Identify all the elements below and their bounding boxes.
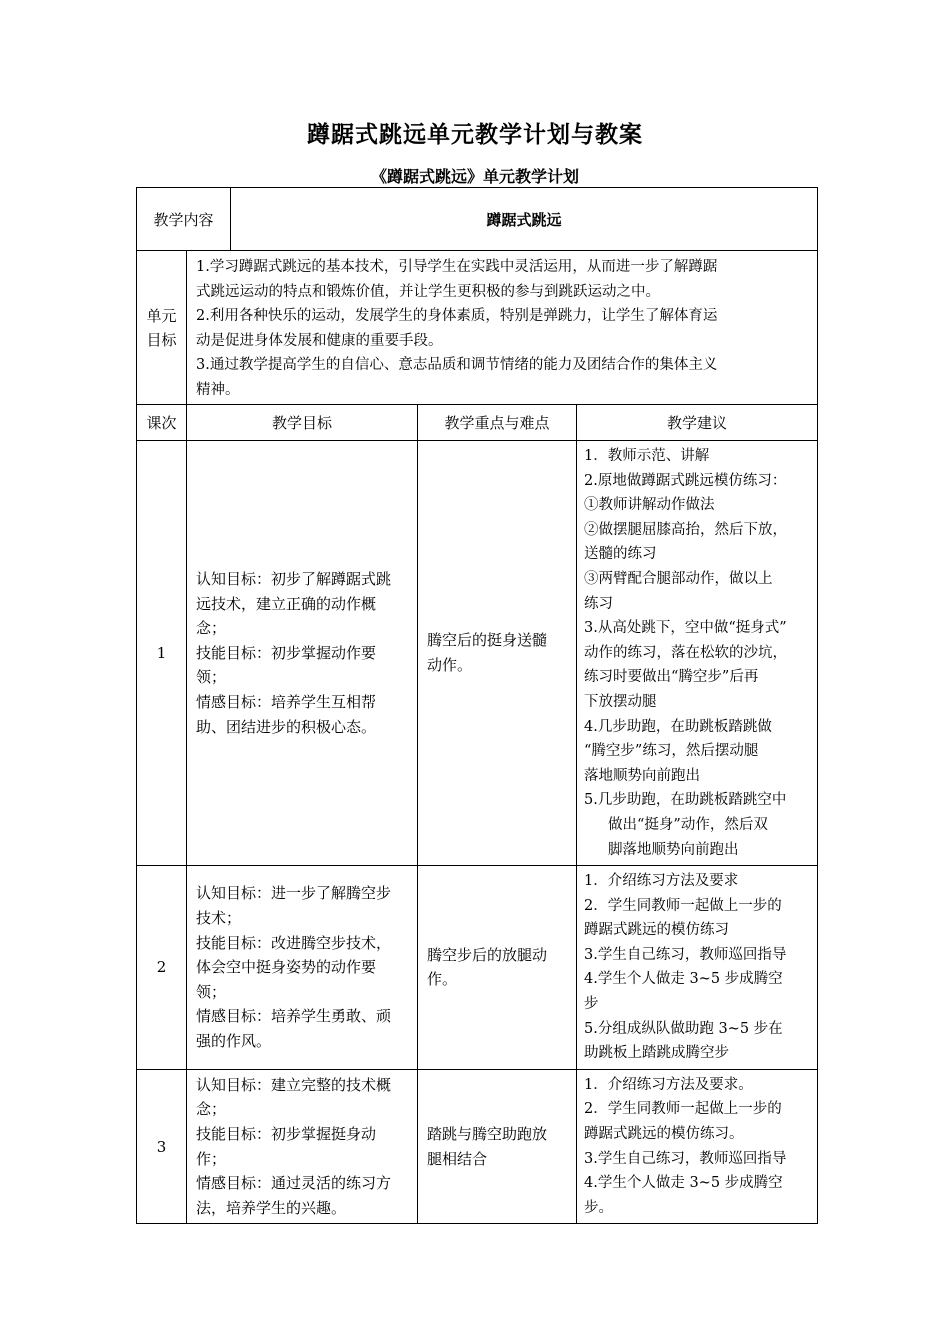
suggestion-line: “腾空步”练习，然后摆动腿 [584, 743, 759, 760]
suggestion-line: ③两臂配合腿部动作，做以上 [584, 570, 773, 587]
key-line: 踏跳与腾空助跑放 [427, 1125, 548, 1144]
suggestion-line: ①教师讲解动作做法 [584, 497, 715, 514]
unit-goal-line: 2.利用各种快乐的运动，发展学生的身体素质，特别是弹跳力，让学生了解体育运 [196, 308, 718, 324]
suggestion-line: 步。 [584, 1199, 613, 1216]
unit-info-table [136, 187, 818, 251]
suggestion-line: 蹲踞式跳远的模仿练习。 [584, 1126, 744, 1143]
unit-goal-label-line2: 目标 [146, 330, 177, 349]
objective-line: 情感目标：培养学生互相帮 [196, 692, 377, 711]
suggestion-line: ②做摆腿屈膝高抬，然后下放， [584, 521, 787, 538]
lesson-suggestion [577, 1069, 818, 1224]
lesson-objective [187, 1069, 418, 1224]
objective-line: 技术； [196, 908, 242, 927]
unit-goal-line: 精神。 [196, 381, 240, 398]
lesson-key-points [418, 1069, 577, 1224]
suggestion-line: 3.学生自己练习，教师巡回指导 [584, 946, 787, 963]
objective-line: 念； [196, 1100, 227, 1119]
objective-line: 法，培养学生的兴趣。 [196, 1198, 347, 1217]
objective-line: 情感目标：培养学生勇敢、顽 [196, 1007, 392, 1026]
suggestion-line: 脚落地顺势向前跑出 [608, 841, 739, 858]
key-line: 腾空步后的放腿动 [427, 945, 548, 964]
suggestion-line: 4.几步助跑，在助跳板踏跳做 [584, 718, 772, 735]
objective-line: 领； [196, 982, 227, 1001]
lesson-number: 3 [137, 1069, 187, 1224]
suggestion-line: 下放摆动腿 [584, 693, 657, 710]
objective-line: 技能目标：初步掌握动作要 [196, 643, 377, 662]
lesson-objective [187, 866, 418, 1070]
suggestion-line: 做出“挺身”动作，然后双 [608, 816, 768, 833]
objective-line: 远技术，建立正确的动作概 [196, 594, 377, 613]
unit-goal-line: 1.学习蹲踞式跳远的基本技术，引导学生在实践中灵活运用，从而进一步了解蹲踞 [196, 259, 718, 275]
unit-goal-label [137, 251, 187, 405]
suggestion-line: 2．学生同教师一起做上一步的 [584, 897, 782, 914]
lesson-key-points [418, 441, 577, 866]
key-line: 动作。 [427, 656, 473, 675]
suggestion-line: 蹲踞式跳远的模仿练习 [584, 922, 729, 939]
suggestion-line: 3.从高处跳下，空中做“挺身式” [584, 620, 787, 637]
objective-line: 助、团结进步的积极心态。 [196, 717, 377, 736]
suggestion-line: 4.学生个人做走 3~5 步成腾空 [584, 971, 783, 988]
table-row [137, 1069, 818, 1224]
objective-line: 技能目标：初步掌握挺身动 [196, 1125, 377, 1144]
table-row [137, 866, 818, 1070]
suggestion-line: 1．介绍练习方法及要求。 [584, 1076, 753, 1093]
page-title: 蹲踞式跳远单元教学计划与教案 [307, 122, 643, 148]
lesson-suggestion [577, 866, 818, 1070]
suggestion-line: 步 [584, 996, 599, 1013]
suggestion-line: 助跳板上踏跳成腾空步 [584, 1045, 729, 1062]
suggestion-line: 4.学生个人做走 3~5 步成腾空 [584, 1175, 783, 1192]
objective-line: 念； [196, 619, 227, 638]
header-key-points: 教学重点与难点 [418, 405, 577, 441]
key-line: 腾空后的挺身送髓 [427, 631, 548, 650]
key-line: 作。 [427, 970, 458, 989]
lesson-plan-table [136, 250, 818, 1224]
suggestion-line: 3.学生自己练习，教师巡回指导 [584, 1150, 787, 1167]
objective-line: 技能目标：改进腾空步技术， [196, 933, 392, 952]
content-value: 蹲踞式跳远 [231, 188, 818, 251]
suggestion-line: 1．介绍练习方法及要求 [584, 873, 739, 890]
header-lesson: 课次 [137, 405, 187, 441]
objective-line: 认知目标：初步了解蹲踞式跳 [196, 569, 392, 588]
page-subtitle: 《蹲踞式跳远》单元教学计划 [370, 167, 579, 186]
unit-goal-line: 动是促进身体发展和健康的重要手段。 [196, 332, 443, 349]
unit-goal-label-line1: 单元 [146, 306, 177, 325]
content-label: 教学内容 [137, 188, 231, 251]
unit-goal-text [187, 251, 818, 405]
suggestion-line: 送髓的练习 [584, 546, 657, 563]
lesson-objective [187, 441, 418, 866]
objective-line: 体会空中挺身姿势的动作要 [196, 958, 377, 977]
table-row [137, 441, 818, 866]
header-objective: 教学目标 [187, 405, 418, 441]
unit-goal-line: 3.通过教学提高学生的自信心、意志品质和调节情绪的能力及团结合作的集体主义 [196, 357, 718, 373]
suggestion-line: 2.原地做蹲踞式跳远模仿练习： [584, 472, 787, 489]
objective-line: 认知目标：进一步了解腾空步 [196, 884, 392, 903]
key-line: 腿相结合 [427, 1149, 488, 1168]
objective-line: 认知目标：建立完整的技术概 [196, 1075, 392, 1094]
unit-goal-line: 式跳远运动的特点和锻炼价值，并让学生更积极的参与到跳跃运动之中。 [196, 283, 660, 300]
objective-line: 强的作风。 [196, 1031, 272, 1050]
suggestion-line: 2．学生同教师一起做上一步的 [584, 1101, 782, 1118]
lesson-number: 1 [137, 441, 187, 866]
suggestion-line: 落地顺势向前跑出 [584, 767, 700, 784]
lesson-key-points [418, 866, 577, 1070]
header-suggestion: 教学建议 [577, 405, 818, 441]
objective-line: 情感目标：通过灵活的练习方 [196, 1174, 392, 1193]
objective-line: 作； [196, 1149, 227, 1168]
objective-line: 领； [196, 668, 227, 687]
lesson-suggestion [577, 441, 818, 866]
suggestion-line: 1．教师示范、讲解 [584, 448, 710, 464]
lesson-number: 2 [137, 866, 187, 1070]
suggestion-line: 5.分组成纵队做助跑 3~5 步在 [584, 1020, 783, 1037]
suggestion-line: 练习 [584, 595, 613, 612]
suggestion-line: 5.几步助跑，在助跳板踏跳空中 [584, 792, 787, 809]
suggestion-line: 练习时要做出“腾空步”后再 [584, 669, 759, 686]
suggestion-line: 动作的练习，落在松软的沙坑， [584, 644, 787, 661]
